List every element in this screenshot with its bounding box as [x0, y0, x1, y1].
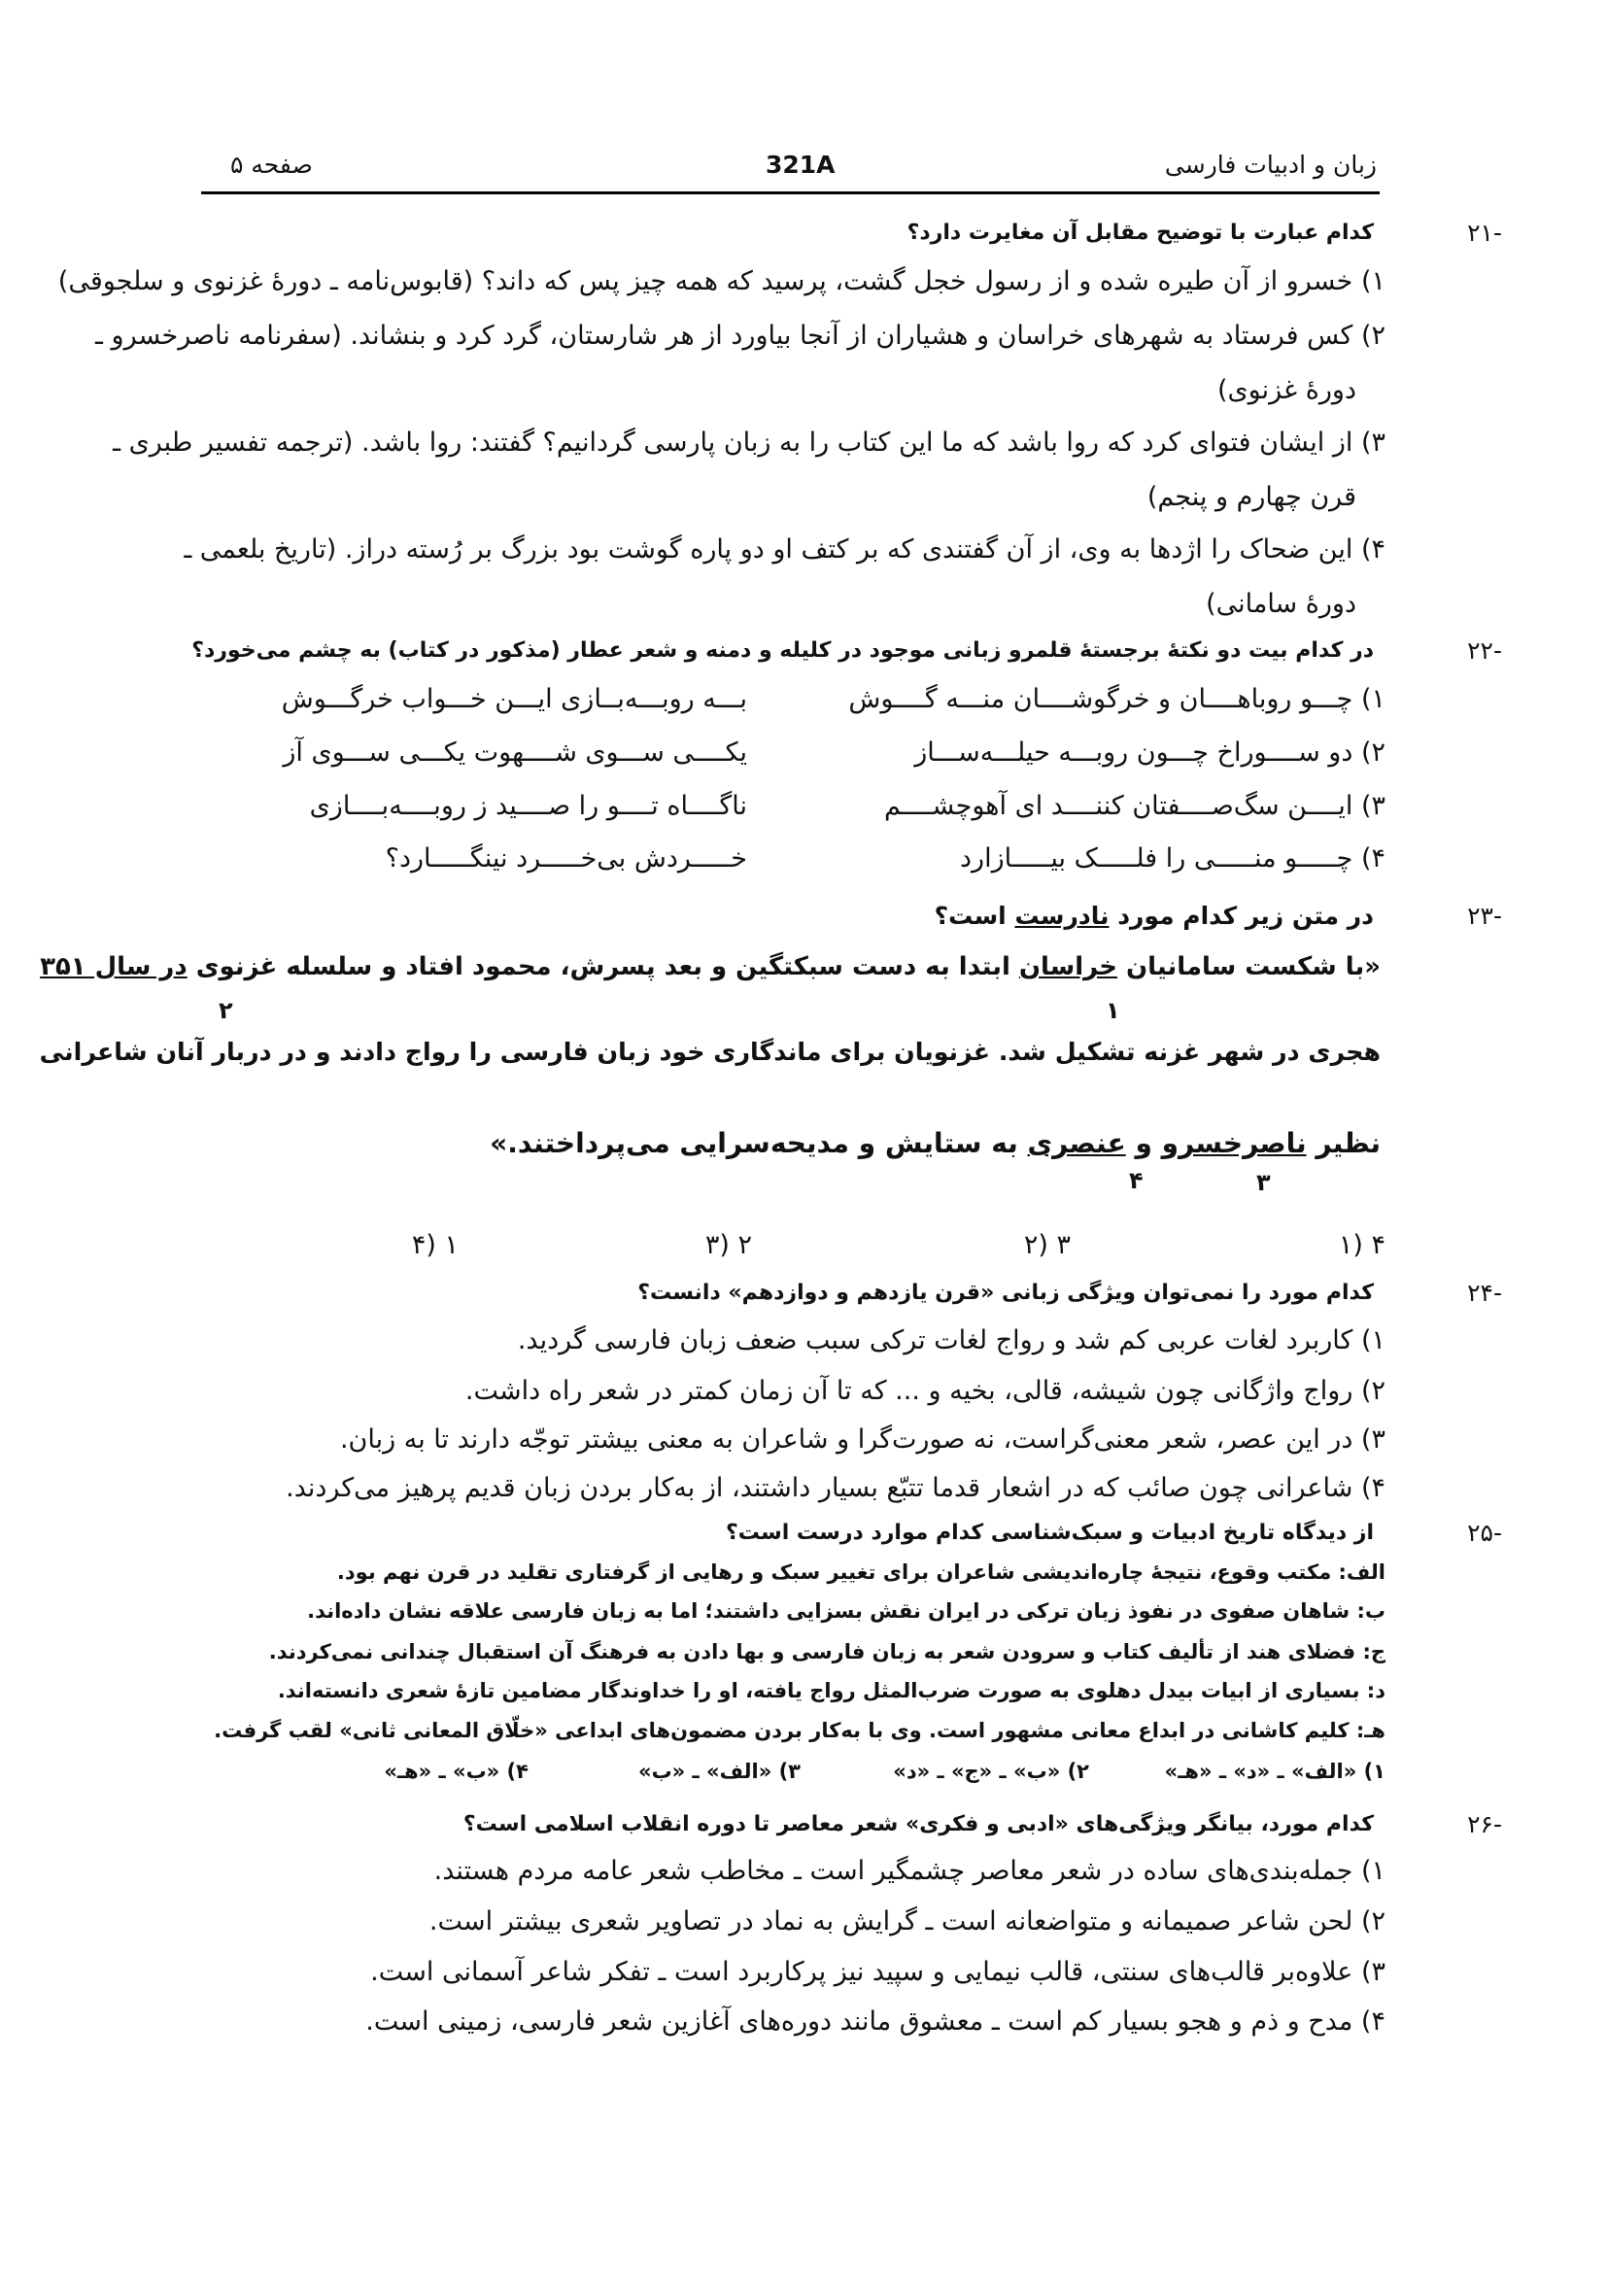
q25-item-he: هـ: کلیم کاشانی در ابداع معانی مشهور است. وی با به‌کار بردن مضمون‌های ابداعی «خلّاق المعانی ثانی» لقب گرفت.	[214, 1719, 1385, 1742]
q23-answer-2: ۲) ۳	[1023, 1230, 1071, 1260]
q22-option-1-left: بـــه روبـــه‌بــازی ایـــن خـــواب خرگـــوش	[281, 684, 747, 714]
q23-passage-line-2: هجری در شهر غزنه تشکیل شد. غزنویان برای ماندگاری خود زبان فارسی را رواج دادند و در دربار آنان شاعرانی	[39, 1038, 1381, 1066]
q23-passage-khorasan: خراسان	[1018, 952, 1117, 981]
q23-passage-text: «با شکست سامانیان	[1116, 952, 1381, 981]
q25-item-jim: ج: فضلای هند از تألیف کتاب و سرودن شعر به زبان فارسی و بها دادن به فرهنگ آن استقبال چندانی نمی‌کردند.	[268, 1640, 1385, 1663]
q23-marker-4: ۴	[1129, 1167, 1144, 1194]
q22-option-3-right: ۳) ایــــن سگ‌صــــفتان کننــــد ای آهوچشــــم	[883, 791, 1385, 821]
q23-marker-2: ۲	[219, 997, 233, 1024]
q21-option-4-cont: دورهٔ سامانی)	[1206, 589, 1356, 619]
q26-option-1: ۱) جمله‌بندی‌های ساده در شعر معاصر چشمگیر است ـ مخاطب شعر عامه مردم هستند.	[433, 1856, 1385, 1886]
q23-passage-text: ابتدا به دست سبکتگین و بعد پسرش، محمود افتاد و سلسله غزنوی	[187, 952, 1019, 981]
q22-option-4-left: خـــــردش بی‌خـــــرد نینگـــــارد؟	[385, 843, 747, 874]
q26-option-3: ۳) علاوه‌بر قالب‌های سنتی، قالب نیمایی و سپید نیز پرکاربرد است ـ تفکر شاعر آسمانی است.	[370, 1957, 1385, 1987]
q22-option-3-left: ناگــــاه تــــو را صــــید ز روبــــه‌بــــازی	[309, 791, 747, 821]
q24-option-4: ۴) شاعرانی چون صائب که در اشعار قدما تتبّع بسیار داشتند، از به‌کار بردن زبان قدیم پرهیز می‌کردند.	[286, 1473, 1385, 1503]
q23-stem-underlined: نادرست	[1014, 902, 1110, 930]
q23-passage-text: به ستایش و مدیحه‌سرایی می‌پرداختند.»	[490, 1127, 1028, 1159]
q21-option-2: ۲) کس فرستاد به شهرهای خراسان و هشیاران از آنجا بیاورد از هر شارستان، گرد کرد و بنشاند. (سفرنامه ناصرخسرو ـ	[95, 321, 1385, 351]
q25-answer-1: ۱) «الف» ـ «د» ـ «هـ»	[1164, 1760, 1385, 1783]
q25-item-dal: د: بسیاری از ابیات بیدل دهلوی به صورت ضرب‌المثل رواج یافته، او را خداوندگار مضامین تازهٔ شعری دانسته‌اند.	[277, 1679, 1385, 1702]
q24-option-2: ۲) رواج واژگانی چون شیشه، قالی، بخیه و ... که تا آن زمان کمتر در شعر راه داشت.	[464, 1376, 1385, 1406]
q22-stem: در کدام بیت دو نکتهٔ برجستهٔ قلمرو زبانی موجود در کلیله و دمنه و شعر عطار (مذکور در کتاب) به چشم می‌خورد؟	[191, 638, 1374, 663]
q24-number: ۲۴-	[1467, 1279, 1502, 1307]
q21-option-3-cont: قرن چهارم و پنجم)	[1146, 482, 1356, 512]
header-code: 321A	[766, 151, 836, 179]
q25-answer-2: ۲) «ب» ـ «ج» ـ «د»	[893, 1760, 1089, 1783]
q25-answer-3: ۳) «الف» ـ «ب»	[638, 1760, 801, 1783]
q25-number: ۲۵-	[1467, 1519, 1502, 1547]
q23-answer-3: ۳) ۲	[704, 1230, 752, 1260]
q23-passage-onsori: عنصری	[1027, 1127, 1126, 1159]
q25-stem: از دیدگاه تاریخ ادبیات و سبک‌شناسی کدام موارد درست است؟	[726, 1521, 1374, 1545]
q23-marker-3: ۳	[1256, 1169, 1271, 1196]
q25-item-be: ب: شاهان صفوی در نفوذ زبان ترکی در ایران نقش بسزایی داشتند؛ اما به زبان فارسی علاقه نشان داده‌اند.	[307, 1599, 1385, 1623]
q22-option-4-right: ۴) چـــــو منـــــی را فلـــــک بیـــــازارد	[960, 843, 1385, 874]
q23-stem-post: است؟	[934, 902, 1015, 930]
q23-passage-text: نظیر	[1306, 1127, 1381, 1159]
q23-number: ۲۳-	[1467, 902, 1502, 930]
q23-passage-nasir-khosrow: ناصرخسرو	[1161, 1127, 1307, 1159]
q21-stem: کدام عبارت با توضیح مقابل آن مغایرت دارد؟	[906, 221, 1374, 245]
q23-answer-1: ۱) ۴	[1338, 1230, 1385, 1260]
q23-passage-text: و	[1125, 1127, 1162, 1159]
q26-stem: کدام مورد، بیانگر ویژگی‌های «ادبی و فکری» شعر معاصر تا دوره انقلاب اسلامی است؟	[462, 1812, 1374, 1836]
q23-stem-pre: در متن زیر کدام مورد	[1109, 902, 1374, 930]
q22-option-2-right: ۲) دو ســــوراخ چـــون روبـــه حیلـــه‌ســـاز	[914, 737, 1385, 768]
q24-option-3: ۳) در این عصر، شعر معنی‌گراست، نه صورت‌گرا و شاعران به معنی بیشتر توجّه دارند تا به زبان.	[339, 1424, 1385, 1455]
q23-passage-year: در سال ۳۵۱	[40, 952, 188, 981]
q25-item-alef: الف: مکتب وقوع، نتیجهٔ چاره‌اندیشی شاعران برای تغییر سبک و رهایی از گرفتاری تقلید در قرن نهم بود.	[336, 1560, 1385, 1584]
q26-number: ۲۶-	[1467, 1810, 1502, 1838]
q26-option-4: ۴) مدح و ذم و هجو بسیار کم است ـ معشوق مانند دوره‌های آغازین شعر فارسی، زمینی است.	[365, 2006, 1385, 2037]
q21-option-3: ۳) از ایشان فتوای کرد که روا باشد که ما این کتاب را به زبان پارسی گردانیم؟ گفتند: روا باشد. (ترجمه تفسیر طبری ـ	[113, 428, 1385, 458]
q21-number: ۲۱-	[1467, 219, 1502, 247]
q22-option-1-right: ۱) چـــو روباهــــان و خرگوشــــان منـــه گــــوش	[848, 684, 1385, 714]
header-page: صفحه ۵	[230, 151, 313, 179]
q26-option-2: ۲) لحن شاعر صمیمانه و متواضعانه است ـ گرایش به نماد در تصاویر شعری بیشتر است.	[428, 1906, 1385, 1936]
header-subject: زبان و ادبیات فارسی	[1164, 151, 1377, 179]
q24-stem: کدام مورد را نمی‌توان ویژگی زبانی «قرن یازدهم و دوازدهم» دانست؟	[637, 1281, 1374, 1305]
q22-option-2-left: یکــــی ســـوی شــــهوت یکـــی ســـوی آز	[283, 737, 747, 768]
q22-number: ۲۲-	[1467, 636, 1502, 665]
q23-passage-line-1	[40, 952, 1381, 981]
q23-answer-4: ۴) ۱	[411, 1230, 459, 1260]
q21-option-4: ۴) این ضحاک را اژدها به وی، از آن گفتندی که بر کتف او دو پاره گوشت بود بزرگ بر رُسته دراز. (تاریخ بلعمی ـ	[184, 534, 1385, 565]
q21-option-1: ۱) خسرو از آن طیره شده و از رسول خجل گشت، پرسید که همه چیز پس که داند؟ (قابوس‌نامه ـ دورهٔ غزنوی و سلجوقی)	[57, 266, 1385, 296]
q23-stem	[935, 902, 1374, 930]
q23-passage-line-3	[490, 1127, 1381, 1159]
q25-answer-4: ۴) «ب» ـ «هـ»	[384, 1760, 529, 1783]
q21-option-2-cont: دورهٔ غزنوی)	[1217, 375, 1356, 405]
q23-marker-1: ۱	[1106, 997, 1120, 1024]
q24-option-1: ۱) کاربرد لغات عربی کم شد و رواج لغات ترکی سبب ضعف زبان فارسی گردید.	[517, 1325, 1385, 1355]
header-rule	[201, 191, 1380, 194]
